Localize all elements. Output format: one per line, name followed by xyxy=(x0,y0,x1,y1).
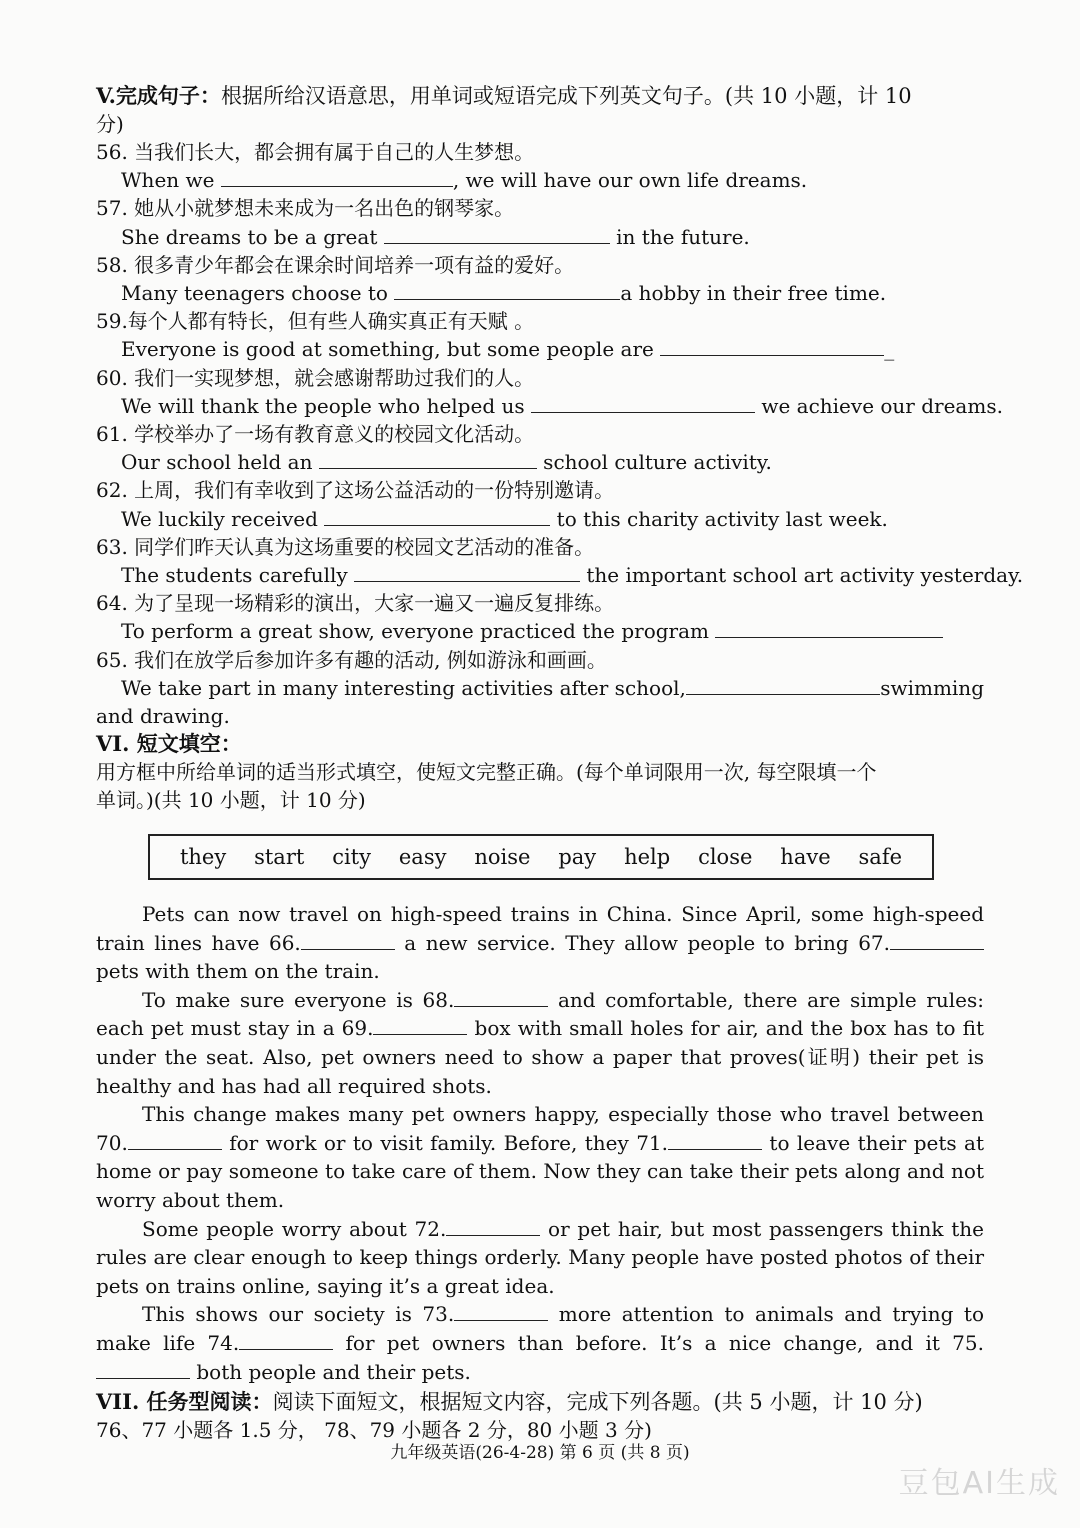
question-56-chinese: 56. 当我们长大，都会拥有属于自己的人生梦想。 xyxy=(96,140,535,164)
section-6-instruction-2: 单词。)(共 10 小题，计 10 分) xyxy=(96,788,366,813)
section-7-instruction-2: 76、77 小题各 1.5 分， 78、79 小题各 2 分，80 小题 3 分) xyxy=(96,1418,652,1443)
question-text-before: When we xyxy=(121,168,215,193)
answer-blank-57[interactable] xyxy=(384,225,610,244)
passage-text: This change makes many pet owners happy, especially those who travel between 70. xyxy=(96,1102,984,1155)
word-box-item: close xyxy=(698,845,753,870)
question-57-english xyxy=(96,223,984,251)
page-footer: 九年级英语(26-4-28) 第 6 页 (共 8 页) xyxy=(390,1443,690,1463)
answer-blank-63[interactable] xyxy=(354,563,580,582)
passage-blank[interactable] xyxy=(301,931,395,950)
question-text-after: school culture activity. xyxy=(536,450,772,475)
passage-blank[interactable] xyxy=(128,1131,222,1150)
question-61-english xyxy=(96,448,984,476)
section-5-instruction-cont: 分) xyxy=(96,112,124,136)
question-58-english xyxy=(96,279,984,307)
answer-blank-59[interactable] xyxy=(660,337,884,356)
passage-text: or pet hair, but most passengers think the rules are clear enough to keep things orderly. Many people have posted photos of their pets on trains online, saying it’s a great idea. xyxy=(96,1216,984,1298)
question-text-before: Many teenagers choose to xyxy=(121,281,388,306)
question-57-chinese: 57. 她从小就梦想未来成为一名出色的钢琴家。 xyxy=(96,196,515,221)
passage-text: To make sure everyone is 68. xyxy=(142,987,455,1012)
section-5-header xyxy=(96,82,984,110)
question-text-after: we achieve our dreams. xyxy=(754,393,1003,418)
passage-paragraph xyxy=(96,1100,984,1214)
answer-blank-58[interactable] xyxy=(394,281,620,300)
word-box-item: noise xyxy=(474,845,531,870)
q65-continuation: and drawing. xyxy=(96,704,230,729)
word-box-item: help xyxy=(624,845,671,870)
section-6-instruction-1: 用方框中所给单词的适当形式填空，使短文完整正确。(每个单词限用一次, 每空限填一个 xyxy=(96,760,877,785)
section-5-title: V.完成句子： xyxy=(96,83,221,108)
section-6-title: VI. 短文填空： xyxy=(96,731,242,757)
word-box-item: have xyxy=(780,845,831,870)
question-text-after: swimming xyxy=(880,675,984,700)
passage-text: more attention to animals and trying to make life 74. xyxy=(96,1302,985,1355)
passage-text: Pets can now travel on high-speed trains in China. Since April, some high-speed train lines have 66. xyxy=(96,902,984,955)
watermark: 豆包AI生成 xyxy=(898,1466,1060,1501)
passage-text: This shows our society is 73. xyxy=(142,1302,455,1327)
passage-text: Some people worry about 72. xyxy=(142,1216,447,1241)
question-list xyxy=(96,138,1024,702)
question-65-english xyxy=(96,674,984,702)
passage-text: a new service. They allow people to bring 67. xyxy=(394,930,890,955)
answer-blank-62[interactable] xyxy=(324,507,550,526)
word-box-item: easy xyxy=(398,845,447,870)
word-box-item: pay xyxy=(558,845,597,870)
answer-blank-64[interactable] xyxy=(715,619,943,638)
answer-blank-61[interactable] xyxy=(319,450,537,469)
question-text-before: Everyone is good at something, but some people are xyxy=(121,337,654,362)
question-63-english xyxy=(96,561,1024,589)
section-5-instruction: 根据所给汉语意思，用单词或短语完成下列英文句子。(共 10 小题，计 10 xyxy=(220,84,912,108)
question-text-before: She dreams to be a great xyxy=(121,224,378,249)
question-text-before: Our school held an xyxy=(121,450,313,475)
question-64-chinese: 64. 为了呈现一场精彩的演出，大家一遍又一遍反复排练。 xyxy=(96,591,615,616)
passage-paragraph xyxy=(96,900,984,986)
section-7-header xyxy=(96,1388,984,1416)
exam-page xyxy=(96,82,1024,1444)
passage-blank[interactable] xyxy=(454,988,548,1007)
passage-blank[interactable] xyxy=(454,1302,548,1321)
question-64-english xyxy=(96,617,984,645)
question-text-after: in the future. xyxy=(609,224,750,249)
question-62-chinese: 62. 上周，我们有幸收到了这场公益活动的一份特别邀请。 xyxy=(96,478,615,503)
section-7-instruction-1: 阅读下面短文，根据短文内容，完成下列各题。(共 5 小题，计 10 分) xyxy=(272,1390,923,1415)
passage-blank[interactable] xyxy=(668,1131,762,1150)
question-56-english xyxy=(96,166,984,194)
question-text-before: We take part in many interesting activities after school, xyxy=(121,675,686,700)
question-text-before: To perform a great show, everyone practiced the program xyxy=(121,619,709,644)
passage-text: box with small holes for air, and the box has to fit under the seat. Also, pet owners need to show a paper that proves(证明) their pet is healthy and has had all required shots. xyxy=(96,1016,985,1098)
question-text-after: the important school art activity yesterday. xyxy=(580,563,1024,588)
passage xyxy=(96,900,984,1386)
question-61-chinese: 61. 学校举办了一场有教育意义的校园文化活动。 xyxy=(96,422,535,447)
passage-paragraph xyxy=(96,1300,984,1386)
question-60-english xyxy=(96,392,1003,420)
answer-blank-60[interactable] xyxy=(531,394,755,413)
passage-blank[interactable] xyxy=(96,1360,190,1379)
passage-paragraph xyxy=(96,986,984,1100)
passage-text: to leave their pets at home or pay someone to take care of them. Now they can take their pets along and not worry about them. xyxy=(96,1130,984,1212)
passage-paragraph xyxy=(96,1215,984,1301)
passage-blank[interactable] xyxy=(446,1217,540,1236)
word-box xyxy=(148,834,934,880)
question-text-before: We luckily received xyxy=(121,506,318,531)
word-box-item: safe xyxy=(858,845,903,870)
word-box-item: start xyxy=(254,845,305,870)
passage-text: for work or to visit family. Before, they 71. xyxy=(221,1130,669,1155)
passage-blank[interactable] xyxy=(890,931,984,950)
question-59-chinese: 59.每个人都有特长，但有些人确实真正有天赋 。 xyxy=(96,309,535,334)
question-text-before: We will thank the people who helped us xyxy=(121,393,525,418)
question-text-after: _ xyxy=(884,337,895,362)
question-63-chinese: 63. 同学们昨天认真为这场重要的校园文艺活动的准备。 xyxy=(96,534,595,559)
passage-text: both people and their pets. xyxy=(190,1359,471,1384)
answer-blank-65[interactable] xyxy=(686,676,880,695)
word-box-item: city xyxy=(332,845,371,870)
question-text-after: to this charity activity last week. xyxy=(550,506,888,531)
passage-text: and comfortable, there are simple rules: each pet must stay in a 69. xyxy=(96,987,985,1041)
question-text-before: The students carefully xyxy=(121,563,348,588)
word-box-item: they xyxy=(179,845,227,870)
question-62-english xyxy=(96,505,984,533)
passage-blank[interactable] xyxy=(373,1016,467,1035)
section-7-title: VII. 任务型阅读： xyxy=(96,1389,273,1415)
question-text-after: , we will have our own life dreams. xyxy=(452,168,808,193)
passage-blank[interactable] xyxy=(239,1331,333,1350)
question-59-english xyxy=(96,335,984,363)
question-65-chinese: 65. 我们在放学后参加许多有趣的活动, 例如游泳和画画。 xyxy=(96,647,607,672)
passage-text: for pet owners than before. It’s a nice change, and it 75. xyxy=(333,1330,984,1355)
question-60-chinese: 60. 我们一实现梦想，就会感谢帮助过我们的人。 xyxy=(96,365,535,390)
question-58-chinese: 58. 很多青少年都会在课余时间培养一项有益的爱好。 xyxy=(96,252,575,277)
question-text-after: a hobby in their free time. xyxy=(620,281,887,306)
answer-blank-56[interactable] xyxy=(221,168,453,187)
passage-text: pets with them on the train. xyxy=(96,959,380,984)
